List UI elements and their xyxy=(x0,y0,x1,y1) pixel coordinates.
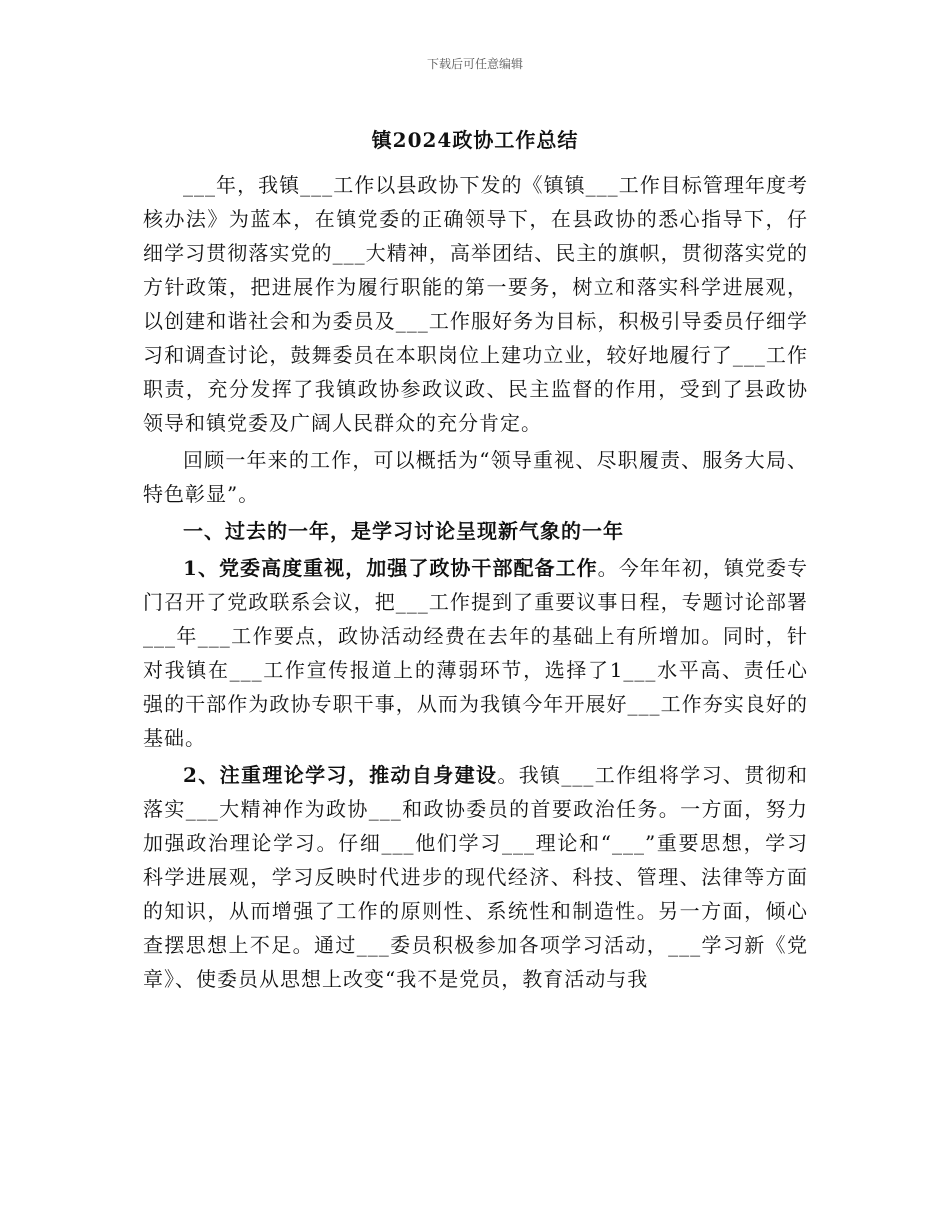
item-2-body: 。我镇___工作组将学习、贯彻和落实___大精神作为政协___和政协委员的首要政治任务。一方面，努力加强政治理论学习。仔细___他们学习___理论和“___”重要思想，学习科学进展观，学习反映时代进步的现代经济、科技、管理、法律等方面的知识，从而增强了工作的原则性、系统性和制造性。另一方面，倾心查摆思想上不足。通过___委员积极参加各项学习活动，___学习新《党章》、使委员从思想上改变“我不是党员，教育活动与我 xyxy=(143,763,809,991)
document-body xyxy=(143,168,808,996)
item-1-body: 。今年年初，镇党委专门召开了党政联系会议，把___工作提到了重要议事日程，专题讨论部署___年___工作要点，政协活动经费在去年的基础上有所增加。同时，针对我镇在___工作宣传报道上的薄弱环节，选择了1___水平高、责任心强的干部作为政协专职干事，从而为我镇今年开展好___工作夯实良好的基础。 xyxy=(143,556,809,750)
item-2-paragraph xyxy=(143,758,808,996)
document-title: 镇2024政协工作总结 xyxy=(371,128,579,152)
item-1-heading: 1、党委高度重视，加强了政协干部配备工作 xyxy=(183,556,598,580)
header-note: 下载后可任意编辑 xyxy=(426,57,523,71)
section-heading-1: 一、过去的一年，是学习讨论呈现新气象的一年 xyxy=(183,519,624,543)
item-2-heading: 2、注重理论学习，推动自身建设 xyxy=(183,763,498,787)
item-1-paragraph xyxy=(143,551,808,755)
summary-paragraph: 回顾一年来的工作，可以概括为“领导重视、尽职履责、服务大局、特色彰显”。 xyxy=(143,448,808,506)
intro-paragraph: ___年，我镇___工作以县政协下发的《镇镇___工作目标管理年度考核办法》为蓝本，在镇党委的正确领导下，在县政协的悉心指导下，仔细学习贯彻落实党的___大精神，高举团结、民主的旗帜，贯彻落实党的方针政策，把进展作为履行职能的第一要务，树立和落实科学进展观，以创建和谐社会和为委员及___工作服好务为目标，积极引导委员仔细学习和调查讨论，鼓舞委员在本职岗位上建功立业，较好地履行了___工作职责，充分发挥了我镇政协参政议政、民主监督的作用，受到了县政协领导和镇党委及广阔人民群众的充分肯定。 xyxy=(143,173,808,435)
